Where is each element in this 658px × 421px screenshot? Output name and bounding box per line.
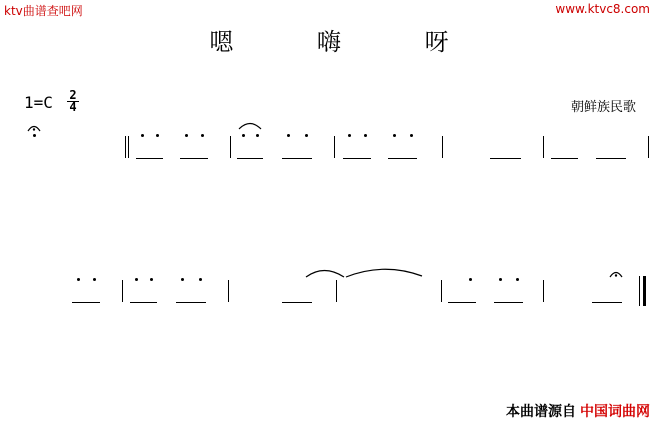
octave-dot xyxy=(516,278,519,281)
time-signature-top: 2 xyxy=(69,88,77,102)
bar-line xyxy=(643,276,646,306)
beam-underline xyxy=(130,302,157,303)
beam-underline xyxy=(176,302,206,303)
octave-dot xyxy=(348,134,351,137)
slur xyxy=(238,120,262,130)
bar-line xyxy=(639,276,640,306)
bar-line xyxy=(543,280,544,302)
octave-dot xyxy=(156,134,159,137)
beam-underline xyxy=(596,158,626,159)
key-signature: 1=C xyxy=(24,93,53,112)
bar-line xyxy=(125,136,126,158)
octave-dot xyxy=(181,278,184,281)
octave-dot xyxy=(77,278,80,281)
bar-line xyxy=(228,280,229,302)
source-site-link[interactable]: 中国词曲网 xyxy=(580,404,650,420)
beam-underline xyxy=(448,302,476,303)
beam-underline xyxy=(72,302,100,303)
beam-underline xyxy=(136,158,163,159)
octave-dot xyxy=(135,278,138,281)
beam-underline xyxy=(551,158,578,159)
beam-underline xyxy=(388,158,417,159)
tie xyxy=(304,264,424,278)
bar-line xyxy=(128,136,129,158)
octave-dot xyxy=(33,134,36,137)
source-label: 本曲谱源自 xyxy=(506,404,576,420)
bar-line xyxy=(334,136,335,158)
octave-dot xyxy=(141,134,144,137)
bar-line xyxy=(230,136,231,158)
octave-dot xyxy=(469,278,472,281)
octave-dot xyxy=(287,134,290,137)
bar-line xyxy=(441,280,442,302)
octave-dot xyxy=(199,278,202,281)
octave-dot xyxy=(305,134,308,137)
beam-underline xyxy=(282,158,312,159)
bar-line xyxy=(442,136,443,158)
octave-dot xyxy=(185,134,188,137)
bar-line xyxy=(336,280,337,302)
beam-underline xyxy=(494,302,523,303)
octave-dot xyxy=(256,134,259,137)
site-watermark-left[interactable]: ktv曲谱查吧网 xyxy=(4,4,83,18)
octave-dot xyxy=(242,134,245,137)
beam-underline xyxy=(490,158,521,159)
beam-underline xyxy=(592,302,622,303)
time-signature xyxy=(66,90,80,113)
octave-dot xyxy=(150,278,153,281)
beam-underline xyxy=(180,158,208,159)
bar-line xyxy=(122,280,123,302)
beam-underline xyxy=(343,158,371,159)
octave-dot xyxy=(364,134,367,137)
beam-underline xyxy=(237,158,263,159)
beam-underline xyxy=(282,302,312,303)
octave-dot xyxy=(499,278,502,281)
octave-dot xyxy=(201,134,204,137)
octave-dot xyxy=(410,134,413,137)
octave-dot xyxy=(93,278,96,281)
octave-dot xyxy=(393,134,396,137)
site-watermark-right[interactable]: www.ktvc8.com xyxy=(555,2,650,16)
song-origin: 朝鲜族民歌 xyxy=(570,100,636,115)
song-title: 嗯 嗨 呀 xyxy=(209,28,487,56)
fermata-icon xyxy=(27,122,41,132)
bar-line xyxy=(648,136,649,158)
bar-line xyxy=(543,136,544,158)
fermata-icon xyxy=(609,268,623,278)
time-signature-bottom: 4 xyxy=(69,100,77,114)
